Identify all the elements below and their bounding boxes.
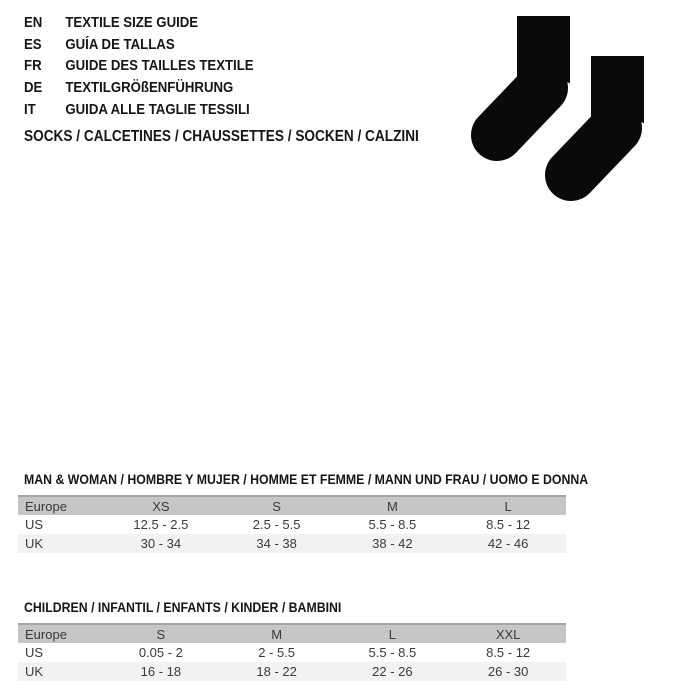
size-cell: 38 - 42 [372,536,413,551]
language-label: GUÍA DE TALLAS [65,35,175,53]
language-code: ES [24,35,42,53]
col-header-size: XXL [450,624,566,643]
language-code: DE [24,79,43,97]
language-code: IT [24,100,36,118]
socks-icon [468,8,668,208]
language-list [24,12,285,121]
size-cell: 2 - 5.5 [258,645,296,660]
size-cell: 12.5 - 2.5 [133,517,189,532]
header-row [18,496,566,515]
col-header-size: L [450,496,566,515]
table-row-uk [18,662,566,681]
col-header-region: Europe [18,624,103,643]
language-code: EN [24,14,43,31]
size-cell: 5.5 - 8.5 [368,645,417,660]
col-header-size: M [219,624,335,643]
size-cell: 30 - 34 [140,536,182,551]
language-label: GUIDE DES TAILLES TEXTILE [65,57,254,75]
size-table-man-woman [18,495,566,553]
language-row-it [24,99,254,121]
size-cell: 22 - 26 [372,664,413,679]
table-row-us [18,515,566,534]
language-label: GUIDA ALLE TAGLIE TESSILI [65,100,250,118]
col-header-region: Europe [18,496,103,515]
size-cell: 8.5 - 12 [486,517,531,532]
col-header-size: M [335,496,451,515]
header-row [18,624,566,643]
col-header-size: S [219,496,335,515]
size-cell: 0.05 - 2 [138,645,183,660]
col-header-size: S [103,624,219,643]
region-cell: US [25,645,44,660]
language-label: TEXTILE SIZE GUIDE [65,14,199,31]
size-cell: 5.5 - 8.5 [368,517,417,532]
size-table-children [18,623,566,681]
size-cell: 2.5 - 5.5 [252,517,301,532]
language-row-es [24,34,254,56]
section-title: MAN & WOMAN / HOMBRE Y MUJER / HOMME ET FEMME / MANN UND FRAU / UOMO E DONNA [24,471,589,487]
size-cell: 8.5 - 12 [486,645,531,660]
col-header-size: L [335,624,451,643]
table-row-uk [18,534,566,553]
language-row-en [24,12,254,34]
size-cell: 16 - 18 [140,664,182,679]
region-cell: UK [25,536,44,551]
language-label: TEXTILGRÖßENFÜHRUNG [65,79,234,97]
language-row-de [24,77,254,99]
size-cell: 18 - 22 [256,664,297,679]
language-row-fr [24,55,254,77]
size-cell: 26 - 30 [487,664,529,679]
region-cell: US [25,517,44,532]
col-header-size: XS [103,496,219,515]
section-man-woman [18,471,589,553]
size-cell: 42 - 46 [487,536,529,551]
region-cell: UK [25,664,44,679]
section-title: CHILDREN / INFANTIL / ENFANTS / KINDER / BAMBINI [24,599,342,615]
page-title: SOCKS / CALCETINES / CHAUSSETTES / SOCKEN / CALZINI [24,128,419,145]
section-children [18,600,566,681]
size-cell: 34 - 38 [256,536,297,551]
language-code: FR [24,57,42,75]
table-row-us [18,643,566,662]
